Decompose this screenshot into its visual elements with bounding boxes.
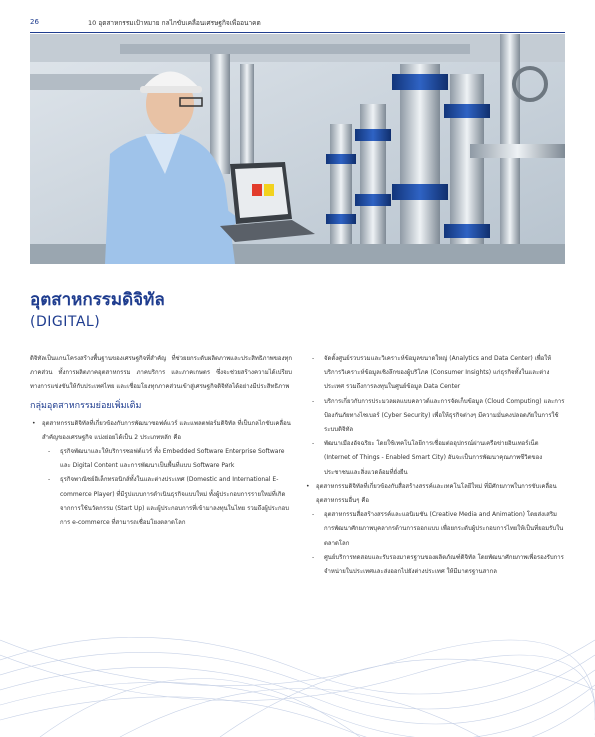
bullet-icon: • xyxy=(306,482,310,490)
sub-item xyxy=(30,445,292,473)
bullet-text: อุตสาหกรรมดิจิทัลที่เกี่ยวข้องกับการพัฒนาซอฟต์แวร์ และแพลตฟอร์มดิจิทัล ที่เป็นกลไกขับเคลื่อนสำคัญของเศรษฐกิจ แบ่งย่อยได้เป็น 2 ประเภทหลัก คือ xyxy=(42,419,291,441)
sub-item-text: ศูนย์บริการทดสอบและรับรองมาตรฐานของผลิตภัณฑ์ดิจิทัล โดยพัฒนาศักยภาพเพื่อรองรับการจำหน่ายในประเทศและส่งออกไปยังต่างประเทศ ให้มีมาตรฐานสากล xyxy=(324,553,564,576)
left-column xyxy=(30,352,292,530)
sub-item-text: อุตสาหกรรมสื่อสร้างสรรค์และแอนิเมชัน (Creative Media and Animation) โดยส่งเสริมการพัฒนาศักยภาพบุคลากรด้านการออกแบบ เพื่อยกระดับผู้ประกอบการไทยให้เป็นที่ยอมรับในตลาดโลก xyxy=(324,511,564,547)
dash-icon: - xyxy=(48,476,51,484)
sub-item xyxy=(304,437,566,480)
sub-item xyxy=(304,508,566,551)
dash-icon: - xyxy=(312,553,315,561)
sub-item xyxy=(30,473,292,530)
sub-item xyxy=(304,352,566,395)
sub-item-text: ธุรกิจพัฒนาและให้บริการซอฟต์แวร์ ทั้ง Embedded Software Enterprise Software และ Digital Content และการพัฒนาเป็นพื้นที่แบบ Software Park xyxy=(60,448,285,470)
dash-icon: - xyxy=(312,397,315,405)
page-number: 26 xyxy=(30,18,39,26)
section-title-english: (DIGITAL) xyxy=(30,314,101,330)
wave-line-decoration xyxy=(0,600,595,737)
bullet-item xyxy=(30,417,292,445)
section-title-thai: อุตสาหกรรมดิจิทัล xyxy=(30,290,165,310)
sub-item xyxy=(304,395,566,438)
intro-paragraph: ดิจิทัลเป็นแกนโครงสร้างพื้นฐานของเศรษฐกิจที่สำคัญ ที่ช่วยยกระดับผลิตภาพและประสิทธิภาพของทุกภาคส่วน ทั้งการผลิตภาคอุตสาหกรรม ภาคบริการ และภาคเกษตร ซึ่งจะช่วยสร้างความได้เปรียบทางการแข่งขันให้กับประเทศไทย และเชื่อมโยงทุกภาคส่วนเข้าสู่เศรษฐกิจดิจิทัลได้อย่างมีประสิทธิภาพ xyxy=(30,355,292,391)
dash-icon: - xyxy=(48,448,51,456)
bullet-text: อุตสาหกรรมดิจิทัลที่เกี่ยวข้องกับสื่อสร้างสรรค์และเทคโนโลยีใหม่ ที่มีศักยภาพในการขับเคลื่อนอุตสาหกรรมอื่นๆ คือ xyxy=(316,482,557,505)
right-column xyxy=(304,352,566,579)
dash-icon: - xyxy=(312,440,315,448)
hero-photo xyxy=(30,34,565,264)
header-rule xyxy=(30,32,565,33)
dash-icon: - xyxy=(312,511,315,519)
sub-item-text: จัดตั้งศูนย์รวบรวมและวิเคราะห์ข้อมูลขนาดใหญ่ (Analytics and Data Center) เพื่อให้บริการวิเคราะห์ข้อมูลเชิงลึกของผู้บริโภค (Consumer Insights) แก่ธุรกิจทั้งในและต่างประเทศ รวมถึงการลงทุนในศูนย์ข้อมูล Data Center xyxy=(324,355,552,391)
sub-item-text: พัฒนาเมืองอัจฉริยะ โดยใช้เทคโนโลยีการเชื่อมต่ออุปกรณ์ผ่านเครือข่ายอินเทอร์เน็ต (Internet of Things - Enabled Smart City) อันจะเป็นการพัฒนาคุณภาพชีวิตของประชาชนและสิ่งแวดล้อมที่ยั่งยืน xyxy=(324,440,543,476)
running-title: 10 อุตสาหกรรมเป้าหมาย กลไกขับเคลื่อนเศรษฐกิจเพื่ออนาคต xyxy=(88,19,261,27)
sub-item xyxy=(304,551,566,579)
sub-item-text: บริการเกี่ยวกับการประมวลผลแบบคลาวด์และการจัดเก็บข้อมูล (Cloud Computing) และการป้องกันภัยทางไซเบอร์ (Cyber Security) เพื่อให้ธุรกิจต่างๆ มีความมั่นคงปลอดภัยในการใช้ระบบดิจิทัล xyxy=(324,397,565,434)
factory-engineer-illustration xyxy=(30,34,565,264)
subsector-heading: กลุ่มอุตสาหกรรมย่อยเพิ่มเติม xyxy=(30,400,142,411)
bullet-icon: • xyxy=(32,419,36,427)
dash-icon: - xyxy=(312,355,315,362)
bullet-item xyxy=(304,480,566,508)
sub-item-text: ธุรกิจพาณิชย์อิเล็กทรอนิกส์ทั้งในและต่างประเทศ (Domestic and International E-commerce Player) ที่มีรูปแบบการดำเนินธุรกิจแบบใหม่ ทั้งผู้ประกอบการรายใหม่ที่เกิดจากการใช้นวัตกรรม (Start Up) และผู้ประกอบการที่เข้ามาลงทุนในไทย รวมถึงผู้ประกอบการ e-commerce ที่สามารถเชื่อมโยงตลาดโลก xyxy=(60,476,290,527)
